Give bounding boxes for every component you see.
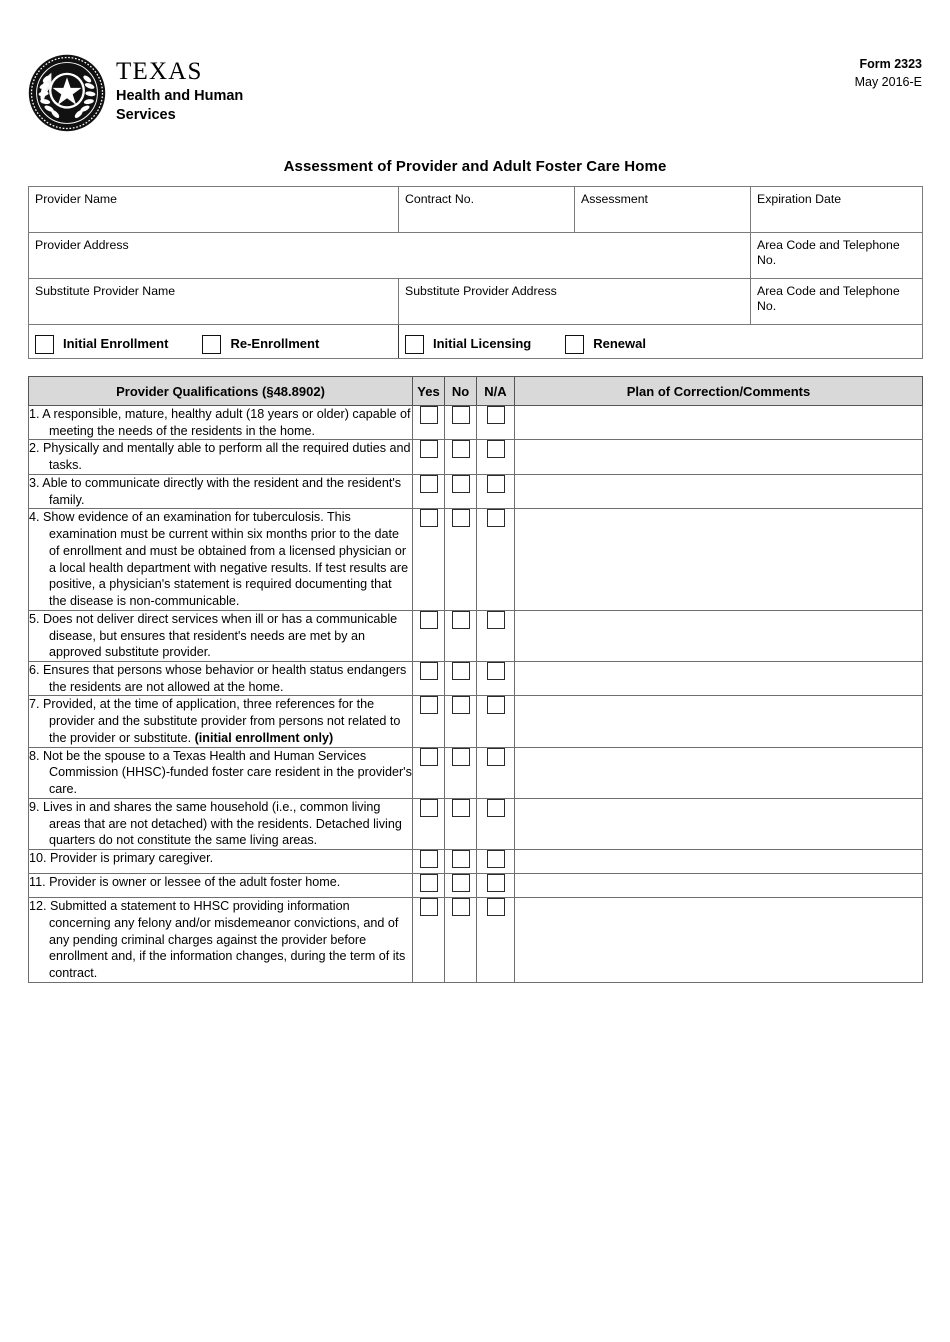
table-row <box>29 610 923 661</box>
provider-address-label: Provider Address <box>35 238 129 252</box>
checkbox-icon-na[interactable] <box>487 475 505 493</box>
checkbox-icon-no[interactable] <box>452 850 470 868</box>
checkbox-icon-yes[interactable] <box>420 611 438 629</box>
info-row-2 <box>29 233 923 279</box>
checkbox-cell-no[interactable] <box>445 662 477 696</box>
checkbox-icon-na[interactable] <box>487 850 505 868</box>
qualification-text: 12. Submitted a statement to HHSC providing information concerning any felony and/or misdemeanor convictions, and of any pending criminal charges against the provider before enrollment and, if the information changes, during the term of its contract. <box>29 899 406 981</box>
checkbox-cell-yes[interactable] <box>413 898 445 983</box>
table-row <box>29 406 923 440</box>
checkbox-cell-no[interactable] <box>445 474 477 508</box>
checkbox-cell-yes[interactable] <box>413 406 445 440</box>
contract-no-cell[interactable] <box>399 187 575 233</box>
provider-phone-cell[interactable] <box>751 233 923 279</box>
qualification-text-emphasis: (initial enrollment only) <box>194 730 334 745</box>
table-row <box>29 662 923 696</box>
logo-line-texas: TEXAS <box>116 57 203 85</box>
checkbox-icon-no[interactable] <box>452 799 470 817</box>
page-title: Assessment of Provider and Adult Foster Care Home <box>283 158 667 175</box>
qualification-text: 2. Physically and mentally able to perform all the required duties and tasks. <box>29 441 411 473</box>
checkbox-icon-na[interactable] <box>487 898 505 916</box>
checkbox-cell-no[interactable] <box>445 850 477 874</box>
checkbox-initial-enrollment[interactable] <box>35 335 168 354</box>
checkbox-cell-no[interactable] <box>445 747 477 798</box>
checkbox-icon-yes[interactable] <box>420 509 438 527</box>
checkbox-icon-yes[interactable] <box>420 748 438 766</box>
table-row <box>29 874 923 898</box>
column-header-qualifications: Provider Qualifications (§48.8902) <box>29 377 413 406</box>
expiration-date-cell[interactable] <box>751 187 923 233</box>
logo-line-services: Services <box>116 107 176 123</box>
checkbox-initial-licensing[interactable] <box>405 335 531 354</box>
column-header-no: No <box>445 377 477 406</box>
provider-phone-label: Area Code and Telephone No. <box>757 238 900 268</box>
checkbox-cell-yes[interactable] <box>413 874 445 898</box>
checkbox-cell-no[interactable] <box>445 440 477 474</box>
qualification-text: 10. Provider is primary caregiver. <box>29 851 214 866</box>
checkbox-icon-yes[interactable] <box>420 898 438 916</box>
checkbox-cell-yes[interactable] <box>413 662 445 696</box>
checkbox-cell-na[interactable] <box>477 747 515 798</box>
table-row <box>29 798 923 849</box>
checkbox-cell-na[interactable] <box>477 696 515 747</box>
checkbox-icon-initial-enrollment[interactable] <box>35 335 54 354</box>
checkbox-icon-no[interactable] <box>452 696 470 714</box>
qualification-text: 8. Not be the spouse to a Texas Health and Human Services Commission (HHSC)-funded foster care resident in the provider's care. <box>29 748 412 797</box>
assessment-cell[interactable] <box>575 187 751 233</box>
checkbox-icon-na[interactable] <box>487 874 505 892</box>
checkbox-cell-yes[interactable] <box>413 850 445 874</box>
substitute-provider-phone-label: Area Code and Telephone No. <box>757 284 900 314</box>
checklist-header-row <box>29 377 923 406</box>
checkbox-icon-no[interactable] <box>452 611 470 629</box>
checkbox-icon-yes[interactable] <box>420 662 438 680</box>
checkbox-cell-no[interactable] <box>445 509 477 610</box>
contract-no-label: Contract No. <box>405 192 475 206</box>
qualification-text: 6. Ensures that persons whose behavior or health status endangers the residents are not allowed at the home. <box>29 663 407 694</box>
plan-of-correction-cell[interactable] <box>515 509 923 610</box>
checkbox-icon-re-enrollment[interactable] <box>202 335 221 354</box>
checkbox-icon-no[interactable] <box>452 662 470 680</box>
provider-name-label: Provider Name <box>35 192 118 206</box>
plan-of-correction-cell[interactable] <box>515 474 923 508</box>
qualification-text: 9. Lives in and shares the same household (i.e., common living areas that are not detached) with the residents. Detached living quarters do not constitute the same living areas. <box>29 799 402 848</box>
plan-of-correction-cell[interactable] <box>515 850 923 874</box>
plan-of-correction-cell[interactable] <box>515 440 923 474</box>
checkbox-icon-no[interactable] <box>452 475 470 493</box>
logo-line-health-human: Health and Human <box>116 87 244 104</box>
checkbox-icon-na[interactable] <box>487 406 505 424</box>
page-header <box>28 0 922 123</box>
qualification-text: 7. Provided, at the time of application, three references for the provider and the substitute provider from persons not related to the provider or substitute. (initial enrollment only) <box>29 697 401 745</box>
qualification-text-cell <box>29 610 413 661</box>
checkbox-re-enrollment[interactable] <box>202 335 319 354</box>
qualification-text-cell <box>29 406 413 440</box>
qualification-text-cell <box>29 798 413 849</box>
plan-of-correction-cell[interactable] <box>515 696 923 747</box>
checkbox-icon-no[interactable] <box>452 440 470 458</box>
form-revision-date: May 2016-E <box>854 74 922 89</box>
plan-of-correction-cell[interactable] <box>515 747 923 798</box>
substitute-provider-address-cell[interactable] <box>399 279 751 325</box>
checkbox-icon-na[interactable] <box>487 662 505 680</box>
checkbox-cell-na[interactable] <box>477 509 515 610</box>
checkbox-cell-yes[interactable] <box>413 509 445 610</box>
substitute-provider-address-label: Substitute Provider Address <box>405 284 557 298</box>
qualification-text-cell <box>29 509 413 610</box>
checkbox-icon-no[interactable] <box>452 748 470 766</box>
checkbox-label-re-enrollment: Re-Enrollment <box>230 335 320 351</box>
column-header-plan-of-correction: Plan of Correction/Comments <box>515 377 923 406</box>
checkbox-icon-na[interactable] <box>487 509 505 527</box>
info-row-1 <box>29 187 923 233</box>
enrollment-group-right <box>399 325 923 359</box>
form-number: Form 2323 <box>859 57 922 71</box>
checkbox-cell-no[interactable] <box>445 406 477 440</box>
checkbox-icon-yes[interactable] <box>420 475 438 493</box>
substitute-provider-phone-cell[interactable] <box>751 279 923 325</box>
qualification-text: 4. Show evidence of an examination for tuberculosis. This examination must be current within six months prior to the date of enrollment and must be obtained from a licensed physician or a local health department with negative results. If test results are positive, a physician's statement is required documenting that the disease is non-communicable. <box>29 510 409 609</box>
checkbox-renewal[interactable] <box>565 335 646 354</box>
qualification-text-cell <box>29 696 413 747</box>
checklist-body <box>29 406 923 983</box>
qualification-text-cell <box>29 440 413 474</box>
table-row <box>29 747 923 798</box>
qualification-text: 5. Does not deliver direct services when ill or has a communicable disease, but ensures that resident's needs are met by an approved substitute provider. <box>29 611 398 660</box>
provider-name-cell[interactable] <box>29 187 399 233</box>
table-row <box>29 474 923 508</box>
enrollment-group-left <box>29 325 399 359</box>
checkbox-cell-yes[interactable] <box>413 747 445 798</box>
checkbox-cell-na[interactable] <box>477 440 515 474</box>
checkbox-icon-initial-licensing[interactable] <box>405 335 424 354</box>
checkbox-icon-na[interactable] <box>487 799 505 817</box>
checkbox-cell-na[interactable] <box>477 898 515 983</box>
qualification-text-cell <box>29 662 413 696</box>
checkbox-icon-no[interactable] <box>452 874 470 892</box>
checkbox-icon-yes[interactable] <box>420 696 438 714</box>
qualification-text-cell <box>29 898 413 983</box>
info-row-3 <box>29 279 923 325</box>
checkbox-cell-no[interactable] <box>445 874 477 898</box>
qualification-text: 11. Provider is owner or lessee of the adult foster home. <box>29 875 341 890</box>
checkbox-cell-na[interactable] <box>477 474 515 508</box>
enrollment-type-row <box>29 325 923 359</box>
checkbox-cell-yes[interactable] <box>413 474 445 508</box>
checkbox-icon-na[interactable] <box>487 696 505 714</box>
checkbox-cell-na[interactable] <box>477 610 515 661</box>
checkbox-icon-yes[interactable] <box>420 850 438 868</box>
checkbox-cell-yes[interactable] <box>413 610 445 661</box>
table-row <box>29 898 923 983</box>
checkbox-icon-no[interactable] <box>452 509 470 527</box>
checkbox-cell-no[interactable] <box>445 610 477 661</box>
qualification-text-cell <box>29 747 413 798</box>
checkbox-cell-yes[interactable] <box>413 696 445 747</box>
checkbox-cell-na[interactable] <box>477 874 515 898</box>
provider-address-cell[interactable] <box>29 233 751 279</box>
assessment-label: Assessment <box>581 192 648 206</box>
checkbox-icon-yes[interactable] <box>420 440 438 458</box>
table-row <box>29 696 923 747</box>
qualification-text-cell <box>29 474 413 508</box>
plan-of-correction-cell[interactable] <box>515 610 923 661</box>
checkbox-icon-na[interactable] <box>487 440 505 458</box>
checkbox-cell-yes[interactable] <box>413 798 445 849</box>
checkbox-label-initial-enrollment: Initial Enrollment <box>63 335 169 351</box>
checkbox-cell-no[interactable] <box>445 696 477 747</box>
agency-logo-text <box>116 59 243 127</box>
checkbox-icon-na[interactable] <box>487 748 505 766</box>
plan-of-correction-cell[interactable] <box>515 406 923 440</box>
column-header-yes: Yes <box>413 377 445 406</box>
substitute-provider-name-cell[interactable] <box>29 279 399 325</box>
checkbox-cell-no[interactable] <box>445 798 477 849</box>
checkbox-icon-renewal[interactable] <box>565 335 584 354</box>
table-row <box>29 440 923 474</box>
plan-of-correction-cell[interactable] <box>515 662 923 696</box>
provider-qualifications-table <box>28 376 923 983</box>
checkbox-cell-yes[interactable] <box>413 440 445 474</box>
qualification-text-cell <box>29 874 413 898</box>
checkbox-icon-na[interactable] <box>487 611 505 629</box>
table-row <box>29 850 923 874</box>
column-header-na: N/A <box>477 377 515 406</box>
substitute-provider-name-label: Substitute Provider Name <box>35 284 176 298</box>
agency-logo <box>28 54 243 132</box>
checkbox-label-initial-licensing: Initial Licensing <box>433 335 532 351</box>
checkbox-cell-no[interactable] <box>445 898 477 983</box>
texas-state-seal-icon <box>28 54 106 132</box>
checkbox-cell-na[interactable] <box>477 662 515 696</box>
plan-of-correction-cell[interactable] <box>515 874 923 898</box>
qualification-text: 3. Able to communicate directly with the resident and the resident's family. <box>29 475 402 507</box>
form-identifier <box>855 56 922 92</box>
expiration-date-label: Expiration Date <box>757 192 842 206</box>
checkbox-cell-na[interactable] <box>477 406 515 440</box>
checkbox-icon-no[interactable] <box>452 898 470 916</box>
checkbox-cell-na[interactable] <box>477 798 515 849</box>
plan-of-correction-cell[interactable] <box>515 798 923 849</box>
provider-info-table <box>28 186 923 359</box>
plan-of-correction-cell[interactable] <box>515 898 923 983</box>
table-row <box>29 509 923 610</box>
qualification-text: 1. A responsible, mature, healthy adult (18 years or older) capable of meeting the needs of the residents in the home. <box>29 407 411 438</box>
checkbox-icon-yes[interactable] <box>420 799 438 817</box>
checkbox-icon-yes[interactable] <box>420 874 438 892</box>
checkbox-cell-na[interactable] <box>477 850 515 874</box>
checkbox-icon-yes[interactable] <box>420 406 438 424</box>
checkbox-label-renewal: Renewal <box>593 335 646 351</box>
checkbox-icon-no[interactable] <box>452 406 470 424</box>
qualification-text-cell <box>29 850 413 874</box>
